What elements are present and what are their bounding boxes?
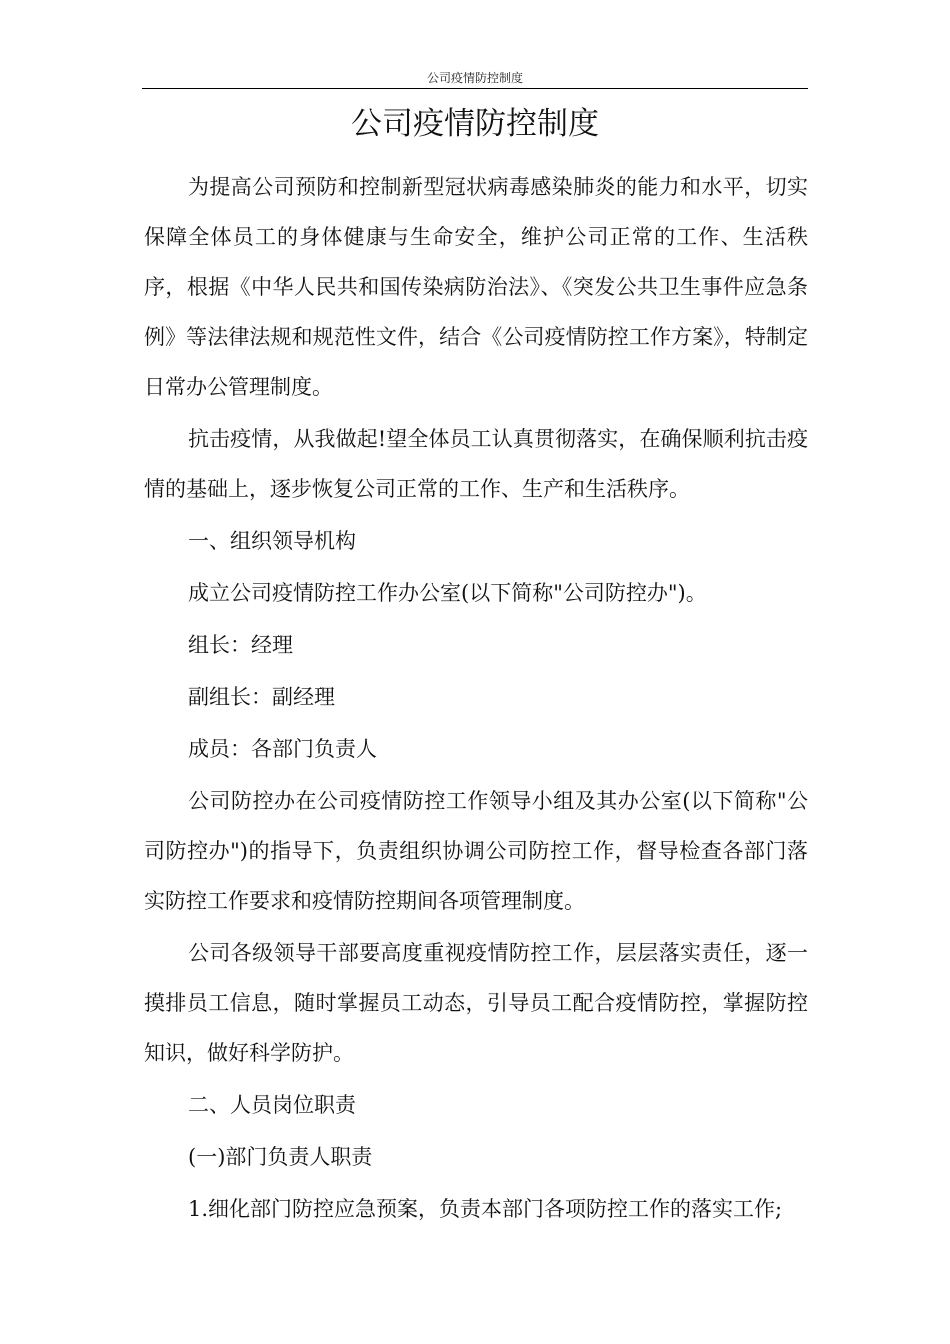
paragraph-deputy-leader: 副组长：副经理 <box>188 685 335 709</box>
section-heading-organization: 一、组织领导机构 <box>188 529 356 553</box>
paragraph-office-duties: 公司防控办在公司疫情防控工作领导小组及其办公室(以下简称"公司防控办")的指导下，负责组织协调公司防控工作，督导检查各部门落实防控工作要求和疫情防控期间各项管理制度。 <box>144 789 808 913</box>
document-body <box>144 162 808 1236</box>
paragraph-establish-office: 成立公司疫情防控工作办公室(以下简称"公司防控办")。 <box>188 581 707 605</box>
paragraph-intro: 为提高公司预防和控制新型冠状病毒感染肺炎的能力和水平，切实保障全体员工的身体健康与生命安全，维护公司正常的工作、生活秩序，根据《中华人民共和国传染病防治法》、《突发公共卫生事件应急条例》等法律法规和规范性文件，结合《公司疫情防控工作方案》，特制定日常办公管理制度。 <box>144 175 808 399</box>
paragraph-leadership-duties: 公司各级领导干部要高度重视疫情防控工作，层层落实责任，逐一摸排员工信息，随时掌握员工动态，引导员工配合疫情防控，掌握防控知识，做好科学防护。 <box>144 941 808 1065</box>
subsection-heading-department-heads: (一)部门负责人职责 <box>188 1145 373 1169</box>
document-title: 公司疫情防控制度 <box>351 106 599 142</box>
paragraph-call-to-action: 抗击疫情，从我做起!望全体员工认真贯彻落实，在确保顺利抗击疫情的基础上，逐步恢复公司正常的工作、生产和生活秩序。 <box>144 427 808 501</box>
running-header: 公司疫情防控制度 <box>426 71 523 85</box>
header-divider <box>142 88 808 89</box>
section-heading-responsibilities: 二、人员岗位职责 <box>188 1093 356 1117</box>
paragraph-members: 成员：各部门负责人 <box>188 737 377 761</box>
list-item-1: 1.细化部门防控应急预案，负责本部门各项防控工作的落实工作; <box>188 1197 783 1221</box>
paragraph-team-leader: 组长：经理 <box>188 633 293 657</box>
